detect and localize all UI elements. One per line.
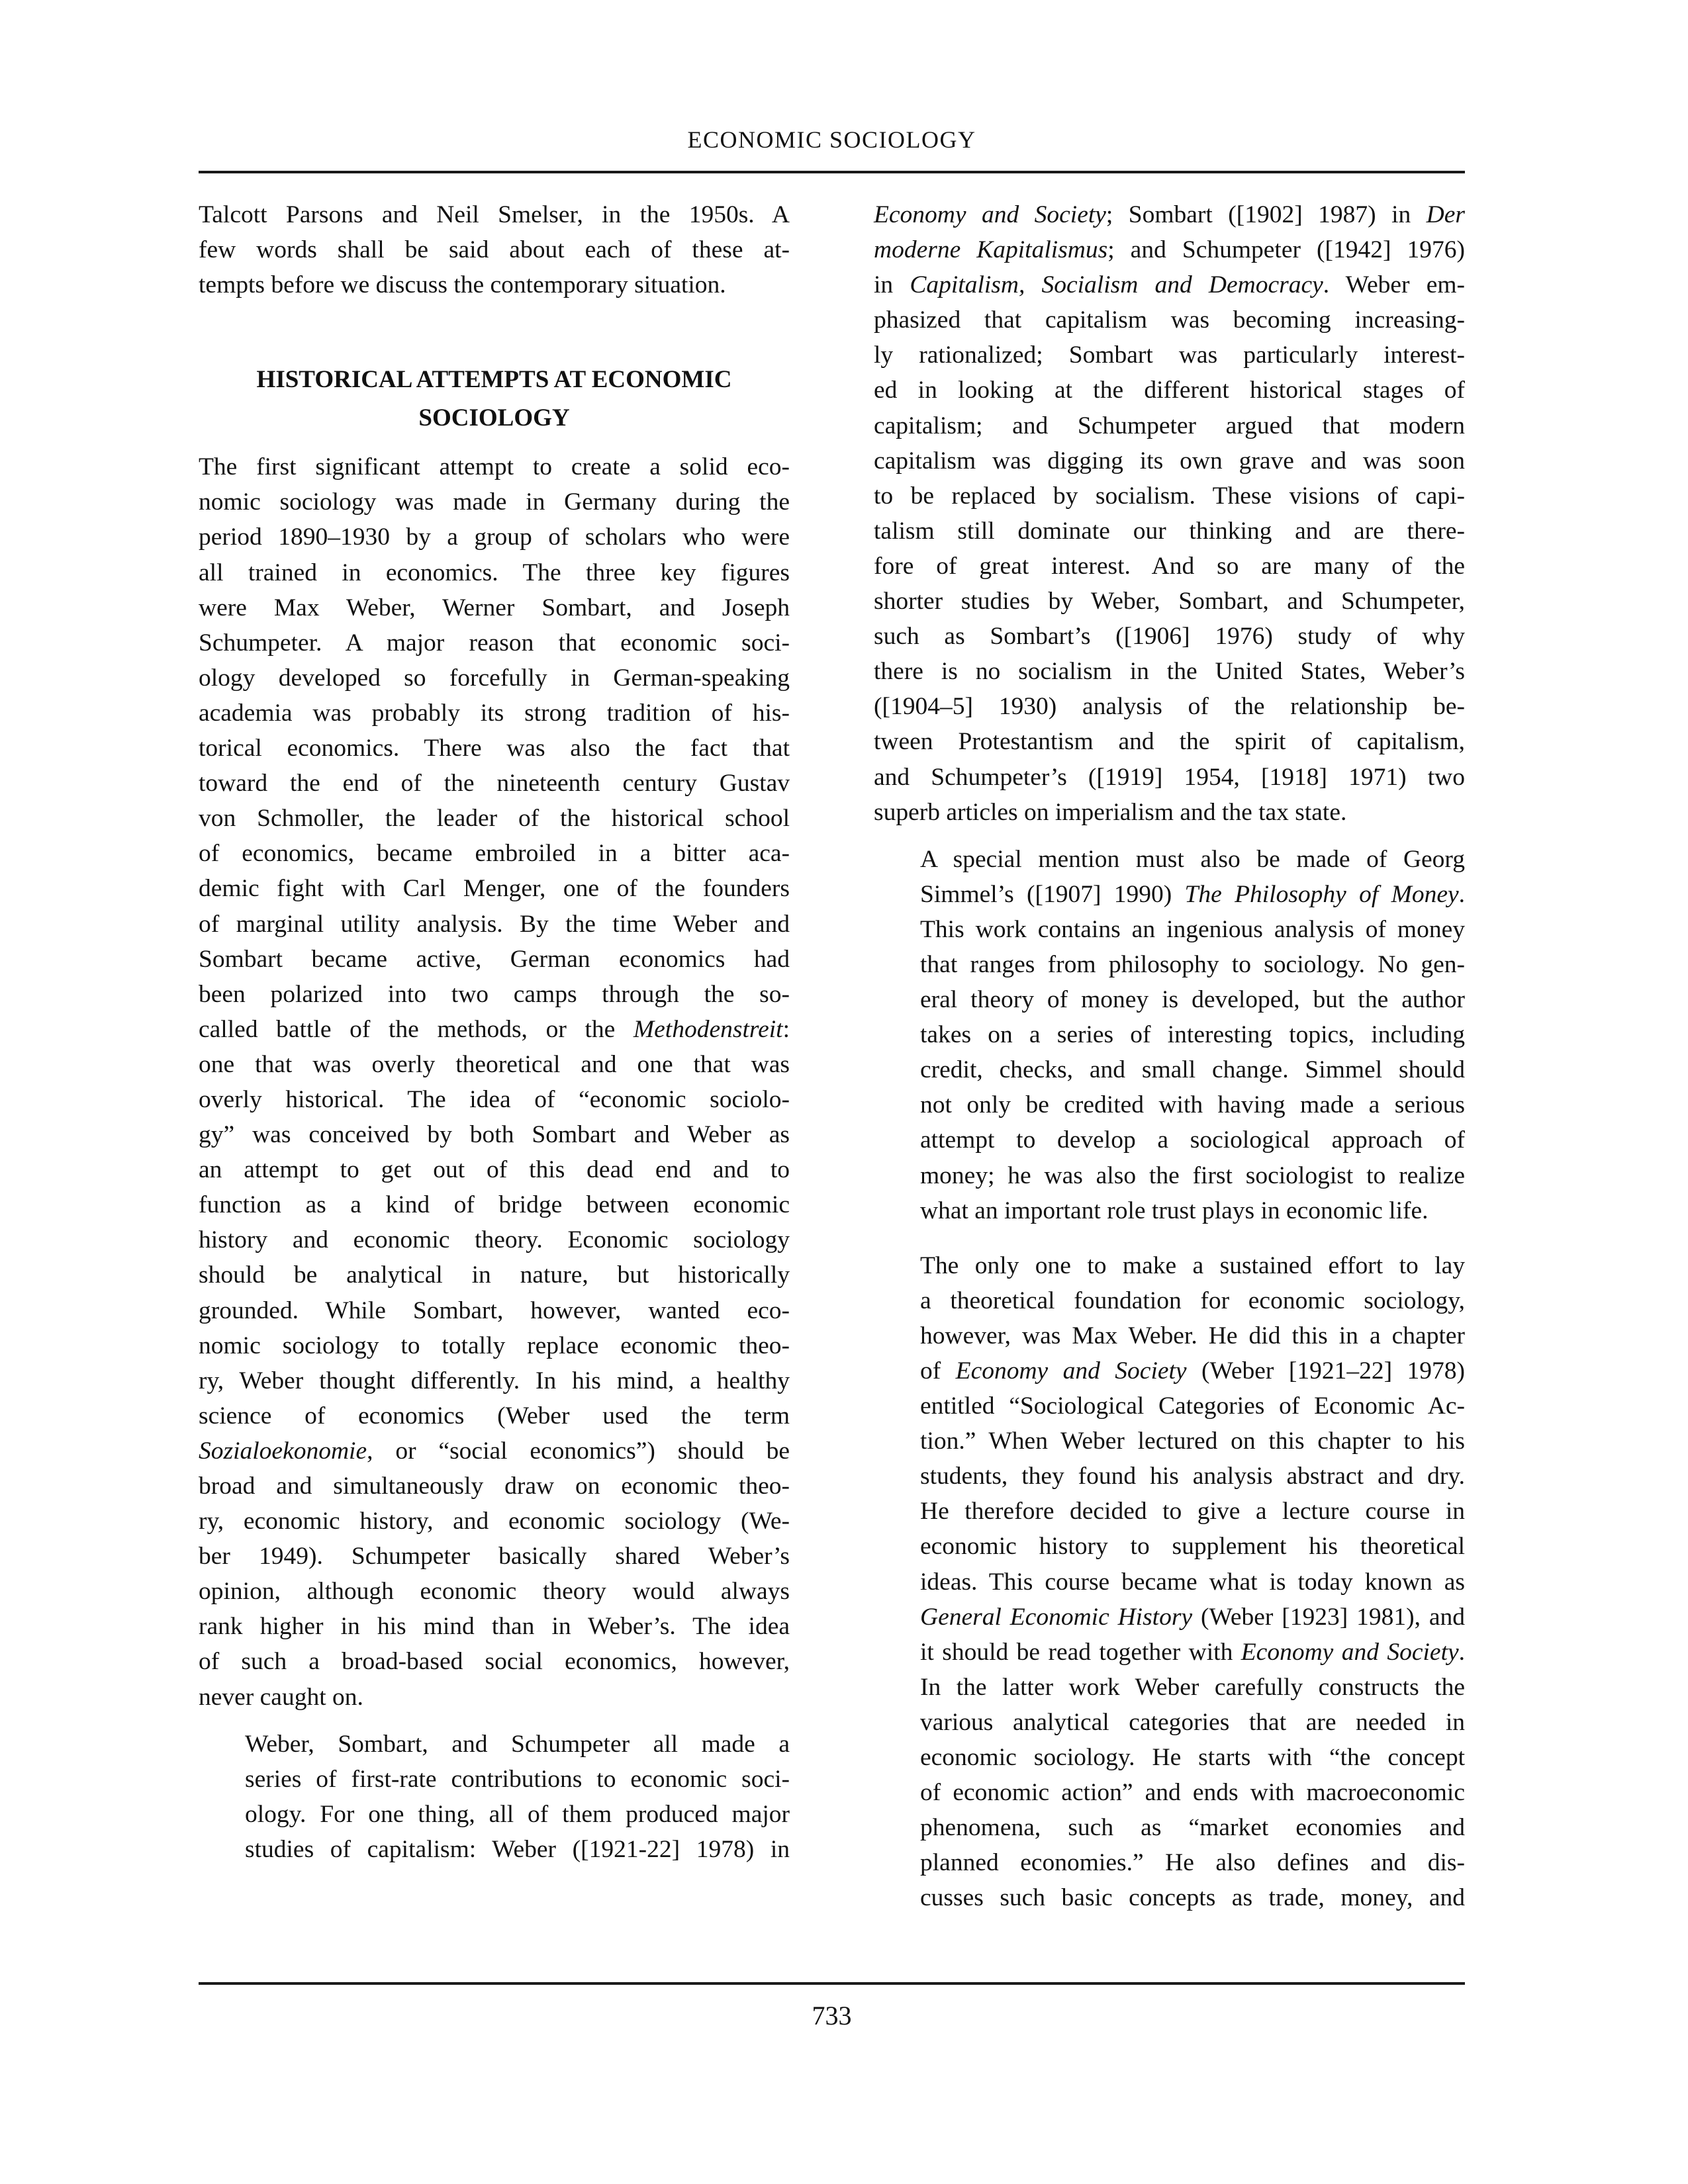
- italic-title: Der: [1426, 201, 1465, 228]
- text-line: of economics, became embroiled in a bitter aca-: [199, 840, 790, 868]
- paragraph-contributions: [199, 1727, 790, 1867]
- text-line: ed in looking at the different historical stages of: [874, 377, 1465, 404]
- text-line: torical economics. There was also the fact that: [199, 735, 790, 762]
- paragraph-first-attempt: [199, 449, 790, 1714]
- paragraph-simmel: [874, 842, 1465, 1228]
- italic-title: Economy and Society: [1241, 1638, 1459, 1666]
- text-line: an attempt to get out of this dead end and to: [199, 1156, 790, 1184]
- text-line: function as a kind of bridge between economic: [199, 1191, 790, 1219]
- text-line: of Economy and Society (Weber [1921–22] 1978): [920, 1357, 1465, 1385]
- text-line: such as Sombart’s ([1906] 1976) study of why: [874, 623, 1465, 651]
- text-line: This work contains an ingenious analysis of money: [920, 915, 1465, 943]
- text-line: it should be read together with Economy and Society.: [920, 1638, 1466, 1666]
- italic-title: Capitalism, Socialism and Democracy: [910, 271, 1323, 299]
- section-heading-line-2: SOCIOLOGY: [418, 404, 570, 432]
- text-line: The first significant attempt to create a solid eco-: [199, 453, 790, 481]
- text-line: rank higher in his mind than in Weber’s. The idea: [199, 1613, 790, 1641]
- text-line: capitalism was digging its own grave and was soon: [874, 447, 1465, 475]
- text-line: Weber, Sombart, and Schumpeter all made a: [245, 1730, 790, 1758]
- text-line: to be replaced by socialism. These visions of capi-: [874, 482, 1465, 510]
- italic-title: Methodenstreit: [633, 1015, 783, 1043]
- text-line: nomic sociology to totally replace economic theo-: [199, 1332, 790, 1359]
- text-line: never caught on.: [199, 1683, 363, 1711]
- text-line: should be analytical in nature, but historically: [199, 1261, 790, 1289]
- text-line: a theoretical foundation for economic sociology,: [920, 1287, 1465, 1314]
- text-line: talism still dominate our thinking and are there-: [874, 517, 1465, 545]
- text-line: of economic action” and ends with macroeconomic: [920, 1779, 1465, 1807]
- text-line: few words shall be said about each of these at-: [199, 236, 790, 264]
- italic-title: moderne Kapitalismus: [874, 236, 1108, 264]
- text-line: economic history to supplement his theoretical: [920, 1533, 1465, 1561]
- text-line: phasized that capitalism was becoming increasing-: [874, 306, 1465, 334]
- text-line: General Economic History (Weber [1923] 1981), and: [920, 1603, 1466, 1631]
- text-line: toward the end of the nineteenth century Gustav: [199, 770, 790, 797]
- italic-title: Economy and Society: [955, 1357, 1187, 1385]
- text-line: ([1904–5] 1930) analysis of the relationship be-: [874, 693, 1465, 721]
- text-line: Economy and Society; Sombart ([1902] 1987) in Der: [874, 201, 1465, 228]
- text-line: ry, Weber thought differently. In his mind, a healthy: [199, 1367, 790, 1394]
- text-line: nomic sociology was made in Germany during the: [199, 488, 790, 516]
- text-line: moderne Kapitalismus; and Schumpeter ([1942] 1976): [874, 236, 1465, 264]
- text-line: von Schmoller, the leader of the historical school: [199, 805, 790, 833]
- text-line: cusses such basic concepts as trade, money, and: [920, 1884, 1465, 1912]
- paragraph-contributions-continued: [874, 197, 1465, 830]
- text-line: A special mention must also be made of Georg: [920, 845, 1465, 873]
- paragraph-weber-foundation: [874, 1248, 1465, 1916]
- text-line: of marginal utility analysis. By the time Weber and: [199, 910, 790, 938]
- text-line: Simmel’s ([1907] 1990) The Philosophy of Money.: [920, 880, 1465, 908]
- text-line: shorter studies by Weber, Sombart, and Schumpeter,: [874, 588, 1465, 615]
- text-line: one that was overly theoretical and one that was: [199, 1050, 790, 1078]
- text-line: called battle of the methods, or the Methodenstreit:: [199, 1015, 790, 1043]
- text-line: superb articles on imperialism and the tax state.: [874, 798, 1347, 826]
- text-line: that ranges from philosophy to sociology. No gen-: [920, 950, 1465, 978]
- text-line: ideas. This course became what is today known as: [920, 1568, 1465, 1596]
- text-line: tion.” When Weber lectured on this chapter to his: [920, 1428, 1465, 1455]
- text-line: academia was probably its strong tradition of his-: [199, 699, 790, 727]
- text-line: various analytical categories that are needed in: [920, 1708, 1465, 1736]
- intro-paragraph: [199, 197, 790, 302]
- text-line: eral theory of money is developed, but the author: [920, 986, 1465, 1014]
- text-line: all trained in economics. The three key figures: [199, 559, 790, 586]
- text-line: In the latter work Weber carefully constructs the: [920, 1673, 1465, 1701]
- section-heading-line-1: HISTORICAL ATTEMPTS AT ECONOMIC: [256, 366, 732, 394]
- header-rule: [199, 171, 1465, 173]
- italic-title: Sozialoekonomie: [199, 1437, 367, 1465]
- text-line: studies of capitalism: Weber ([1921-22] 1978) in: [245, 1835, 790, 1863]
- text-line: The only one to make a sustained effort to lay: [920, 1251, 1465, 1279]
- text-line: tween Protestantism and the spirit of capitalism,: [874, 728, 1465, 756]
- text-line: what an important role trust plays in economic life.: [920, 1197, 1429, 1224]
- text-line: phenomena, such as “market economies and: [920, 1814, 1465, 1842]
- text-line: entitled “Sociological Categories of Economic Ac-: [920, 1392, 1465, 1420]
- text-line: money; he was also the first sociologist to realize: [920, 1161, 1465, 1189]
- text-line: credit, checks, and small change. Simmel should: [920, 1056, 1465, 1084]
- text-line: demic fight with Carl Menger, one of the founders: [199, 875, 790, 903]
- text-line: attempt to develop a sociological approach of: [920, 1126, 1465, 1154]
- left-column: [199, 197, 790, 1867]
- text-line: Sozialoekonomie, or “social economics”) should be: [199, 1437, 790, 1465]
- footer-rule: [199, 1982, 1465, 1985]
- text-line: broad and simultaneously draw on economic theo-: [199, 1473, 790, 1500]
- text-line: not only be credited with having made a serious: [920, 1091, 1465, 1119]
- text-line: ology. For one thing, all of them produced major: [245, 1800, 790, 1828]
- text-line: Schumpeter. A major reason that economic soci-: [199, 629, 790, 657]
- italic-title: Economy and Society: [874, 201, 1106, 228]
- text-line: history and economic theory. Economic sociology: [199, 1226, 790, 1254]
- text-line: ry, economic history, and economic sociology (We-: [199, 1508, 790, 1535]
- section-heading: [199, 361, 790, 437]
- text-line: there is no socialism in the United States, Weber’s: [874, 658, 1465, 686]
- text-line: overly historical. The idea of “economic sociolo-: [199, 1085, 790, 1113]
- text-line: period 1890–1930 by a group of scholars who were: [199, 523, 790, 551]
- text-line: economic sociology. He starts with “the concept: [920, 1744, 1465, 1772]
- text-line: been polarized into two camps through the so-: [199, 980, 790, 1008]
- text-line: He therefore decided to give a lecture course in: [920, 1498, 1465, 1525]
- text-line: opinion, although economic theory would always: [199, 1578, 790, 1606]
- text-line: of such a broad-based social economics, however,: [199, 1648, 790, 1676]
- text-line: fore of great interest. And so are many of the: [874, 552, 1465, 580]
- text-line: ology developed so forcefully in German-speaking: [199, 664, 790, 692]
- right-column: [874, 197, 1465, 1916]
- text-line: were Max Weber, Werner Sombart, and Joseph: [199, 594, 790, 621]
- text-line: ly rationalized; Sombart was particularly interest-: [874, 341, 1465, 369]
- text-line: capitalism; and Schumpeter argued that modern: [874, 412, 1465, 439]
- text-line: however, was Max Weber. He did this in a chapter: [920, 1322, 1465, 1349]
- text-line: science of economics (Weber used the term: [199, 1402, 790, 1430]
- text-line: Sombart became active, German economics had: [199, 945, 790, 973]
- text-line: ber 1949). Schumpeter basically shared Weber’s: [199, 1543, 790, 1570]
- italic-title: General Economic History: [920, 1603, 1193, 1631]
- text-line: planned economies.” He also defines and dis-: [920, 1849, 1465, 1877]
- page-number: 733: [812, 2001, 852, 2030]
- text-line: takes on a series of interesting topics, including: [920, 1021, 1465, 1049]
- text-line: series of first-rate contributions to economic soci-: [245, 1765, 790, 1793]
- text-line: students, they found his analysis abstract and dry.: [920, 1463, 1465, 1490]
- text-line: Talcott Parsons and Neil Smelser, in the 1950s. A: [199, 201, 790, 228]
- text-line: grounded. While Sombart, however, wanted eco-: [199, 1297, 790, 1324]
- running-head: ECONOMIC SOCIOLOGY: [687, 126, 976, 153]
- text-line: tempts before we discuss the contemporary situation.: [199, 271, 726, 299]
- italic-title: The Philosophy of Money: [1184, 880, 1459, 908]
- text-line: in Capitalism, Socialism and Democracy. Weber em-: [874, 271, 1465, 299]
- text-line: and Schumpeter’s ([1919] 1954, [1918] 1971) two: [874, 763, 1465, 791]
- text-line: gy” was conceived by both Sombart and Weber as: [199, 1121, 790, 1149]
